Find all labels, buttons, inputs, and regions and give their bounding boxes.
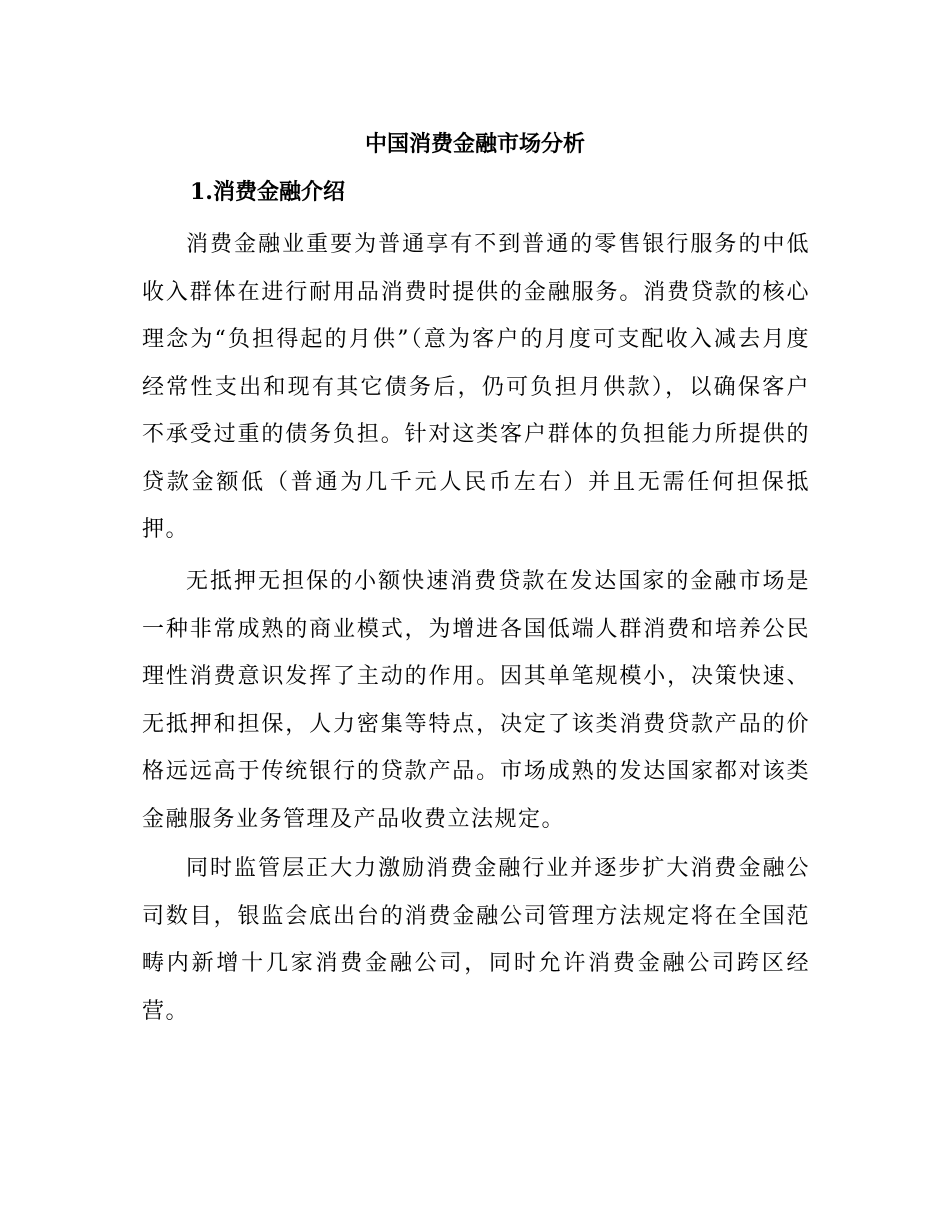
document-title: 中国消费金融市场分析: [364, 131, 585, 157]
paragraph-1-block: [142, 221, 810, 554]
paragraph-3: 同时监管层正大力激励消费金融行业并逐步扩大消费金融公司数目，银监会底出台的消费金融公司管理方法规定将在全国范畴内新增十几家消费金融公司，同时允许消费金融公司跨区经营。: [142, 856, 810, 1024]
section-heading: 1.消费金融介绍: [190, 179, 345, 205]
paragraph-2-block: [142, 558, 810, 843]
paragraph-3-block: [142, 845, 810, 1035]
paragraph-2: 无抵押无担保的小额快速消费贷款在发达国家的金融市场是一种非常成熟的商业模式，为增进各国低端人群消费和培养公民理性消费意识发挥了主动的作用。因其单笔规模小，决策快速、无抵押和担保，人力密集等特点，决定了该类消费贷款产品的价格远远高于传统银行的贷款产品。市场成熟的发达国家都对该类金融服务业务管理及产品收费立法规定。: [142, 569, 810, 832]
paragraph-1: 消费金融业重要为普通享有不到普通的零售银行服务的中低收入群体在进行耐用品消费时提供的金融服务。消费贷款的核心理念为“负担得起的月供”（意为客户的月度可支配收入减去月度经常性支出和现有其它债务后，仍可负担月供款），以确保客户不承受过重的债务负担。针对这类客户群体的负担能力所提供的贷款金额低（普通为几千元人民币左右）并且无需任何担保抵押。: [142, 232, 810, 542]
